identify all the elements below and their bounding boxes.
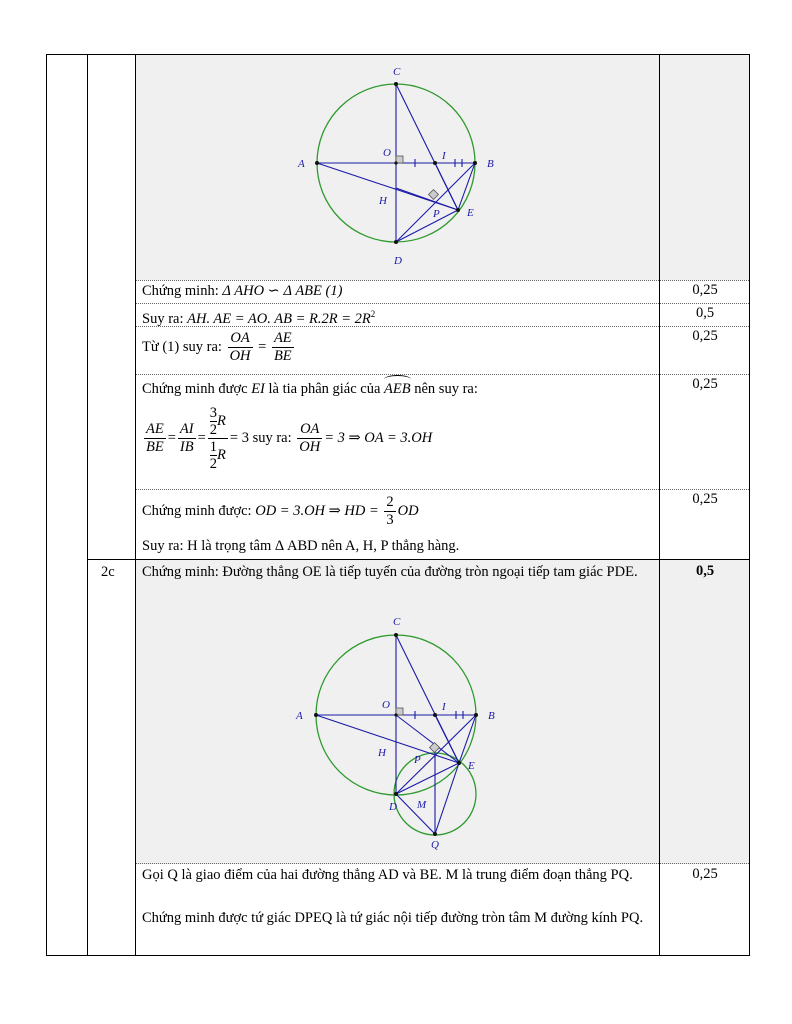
row1-text: Chứng minh: Δ AHO ∽ Δ ABE (1) <box>142 283 343 299</box>
row4-line2: $\frac{AE}{BE}$ = $\frac{AI}{IB}$ = $\frac{3}{2}$ R $\frac{1}{2}$ R = 3 suy ra: $\frac{OA}{OH}$ = 3 ⇒ OA = 3.OH <box>146 405 433 472</box>
fig2-label-m: M <box>417 799 427 811</box>
row-sep-6 <box>88 559 750 560</box>
row5-line2: Suy ra: H là trọng tâm Δ ABD nên A, H, P thẳng hàng. <box>142 538 460 554</box>
row3-text: Từ (1) suy ra: $\frac{OA}{OH}$ = $\frac{AE}{BE}$ <box>142 330 292 364</box>
fig1-label-e: E <box>467 207 474 219</box>
row1-score: 0,25 <box>692 282 718 298</box>
table-border-left <box>46 54 47 956</box>
fig2-label-a: A <box>296 710 303 722</box>
row-sep-5 <box>136 489 749 490</box>
fig2-label-h: H <box>378 747 386 759</box>
row-sep-2 <box>136 303 749 304</box>
row7-score: 0,25 <box>692 866 718 882</box>
row6-score: 0,5 <box>695 563 715 579</box>
fig1-label-b: B <box>487 158 494 170</box>
row-sep-1 <box>136 280 749 281</box>
row6-text: Chứng minh: Đường thẳng OE là tiếp tuyến của đường tròn ngoại tiếp tam giác PDE. <box>142 564 638 580</box>
row7-p2: Chứng minh được tứ giác DPEQ là tứ giác nội tiếp đường tròn tâm M đường kính PQ. <box>142 910 644 926</box>
fig1-label-i: I <box>442 150 446 162</box>
row4-line1: Chứng minh được EI là tia phân giác của AEB nên suy ra: <box>142 381 478 397</box>
row6-label: 2c <box>101 564 115 580</box>
table-border-bottom <box>46 955 750 956</box>
fig1-label-h: H <box>379 195 387 207</box>
fig2-label-c: C <box>393 616 401 628</box>
row3-score: 0,25 <box>692 328 718 344</box>
fig2-label-i: I <box>442 701 446 713</box>
fig2-label-q: Q <box>431 839 439 851</box>
fig2-label-d: D <box>389 801 397 813</box>
figure-1-geometry <box>290 60 510 270</box>
fig2-label-e: E <box>468 760 475 772</box>
fig1-label-p: P <box>433 208 440 220</box>
fig1-label-d: D <box>394 255 402 267</box>
row4-score: 0,25 <box>692 376 718 392</box>
row2-text: Suy ra: AH. AE = AO. AB = $R.2R = 2R^2$ <box>142 309 376 327</box>
row5-line1: Chứng minh được: OD = 3.OH ⇒ HD = $\frac{2}{3}$ OD <box>142 494 419 528</box>
row2-score: 0,5 <box>695 305 715 321</box>
table-border-top <box>46 54 750 55</box>
fig2-label-o: O <box>382 699 390 711</box>
figure-2-geometry <box>290 610 510 855</box>
fig1-label-a: A <box>298 158 305 170</box>
row-sep-7 <box>136 863 749 864</box>
col-divider-1 <box>87 54 88 956</box>
row5-score: 0,25 <box>692 491 718 507</box>
fig2-label-b: B <box>488 710 495 722</box>
col-divider-2 <box>135 54 136 956</box>
row-sep-4 <box>136 374 749 375</box>
fig1-label-o: O <box>383 147 391 159</box>
row7-p1: Gọi Q là giao điểm của hai đường thẳng AD và BE. M là trung điểm đoạn thẳng PQ. <box>142 867 633 883</box>
fig2-label-p: P <box>414 754 421 766</box>
fig1-label-c: C <box>393 66 401 78</box>
